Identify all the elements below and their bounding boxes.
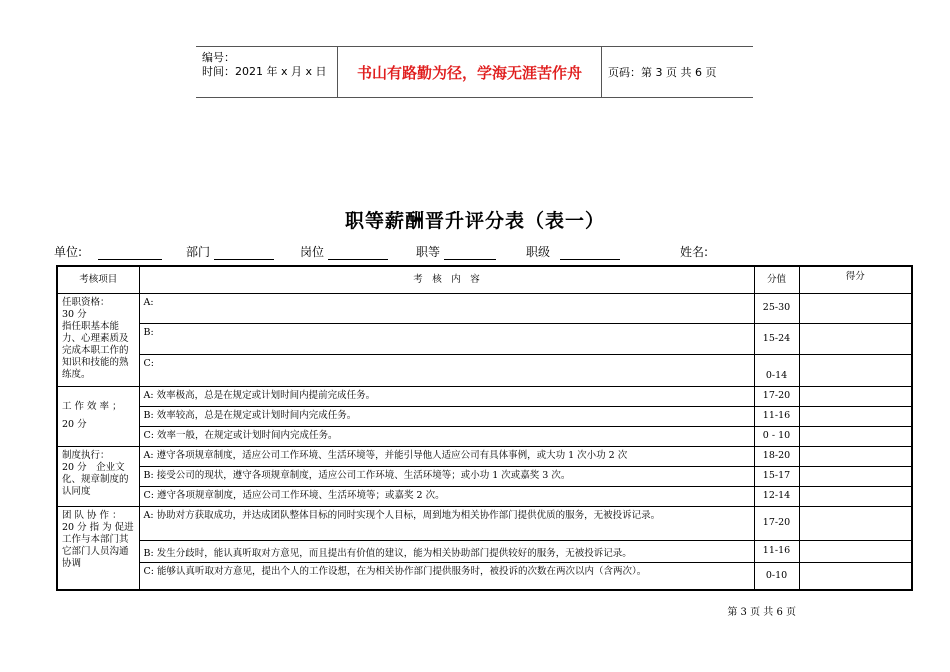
table-row xyxy=(57,354,912,386)
score-input[interactable] xyxy=(799,406,912,426)
score-range: 12-14 xyxy=(754,486,799,506)
score-input[interactable] xyxy=(799,486,912,506)
table-row xyxy=(57,426,912,446)
score-input[interactable] xyxy=(799,446,912,466)
page-footer: 第 3 页 共 6 页 xyxy=(727,607,796,618)
criteria-cell: C: xyxy=(139,354,754,386)
score-range: 17-20 xyxy=(754,386,799,406)
score-input[interactable] xyxy=(799,354,912,386)
score-input[interactable] xyxy=(799,562,912,590)
score-input[interactable] xyxy=(799,466,912,486)
criteria-cell: A: xyxy=(139,293,754,323)
score-input[interactable] xyxy=(799,540,912,562)
score-range: 11-16 xyxy=(754,406,799,426)
table-row xyxy=(57,466,912,486)
info-fields xyxy=(0,243,950,261)
post-label: 岗位 xyxy=(300,245,325,259)
table-row xyxy=(57,562,912,590)
dept-label: 部门 xyxy=(186,245,211,259)
unit-blank[interactable] xyxy=(98,246,162,260)
page-title: 职等薪酬晋升评分表（表一） xyxy=(344,210,605,232)
criteria-cell: C: 遵守各项规章制度，适应公司工作环境、生活环境等；或嘉奖 2 次。 xyxy=(139,486,754,506)
dept-field xyxy=(186,243,274,260)
score-range: 25-30 xyxy=(754,293,799,323)
level-label: 职级 xyxy=(526,245,551,259)
score-range: 0-10 xyxy=(754,562,799,590)
name-label: 姓名: xyxy=(680,245,709,259)
criteria-cell: C: 效率一般，在规定或计划时间内完成任务。 xyxy=(139,426,754,446)
col-header-content: 考 核 内 容 xyxy=(139,266,754,293)
col-header-item: 考核项目 xyxy=(57,266,139,293)
header-page-info: 页码：第 3 页 共 6 页 xyxy=(608,66,717,79)
header-meta xyxy=(196,47,338,97)
score-range: 17-20 xyxy=(754,506,799,540)
dept-blank[interactable] xyxy=(214,246,274,260)
criteria-cell: A: 协助对方获取成功，并达成团队整体目标的同时实现个人目标，周到地为相关协作部门提供优质的服务，无被投诉记录。 xyxy=(139,506,754,540)
criteria-cell: B: 效率较高，总是在规定或计划时间内完成任务。 xyxy=(139,406,754,426)
col-header-result: 得分 xyxy=(799,266,912,293)
score-input[interactable] xyxy=(799,386,912,406)
score-input[interactable] xyxy=(799,506,912,540)
post-field xyxy=(300,243,388,260)
level-field xyxy=(526,243,620,260)
table-row xyxy=(57,486,912,506)
unit-field xyxy=(54,243,162,260)
score-range: 15-24 xyxy=(754,323,799,354)
table-row xyxy=(57,506,912,540)
criteria-cell: B: xyxy=(139,323,754,354)
table-row xyxy=(57,446,912,466)
document-header xyxy=(196,46,753,98)
criteria-cell: A: 效率极高，总是在规定或计划时间内提前完成任务。 xyxy=(139,386,754,406)
category-efficiency: 工 作 效 率 ； 20 分 xyxy=(57,386,139,446)
score-range: 18-20 xyxy=(754,446,799,466)
unit-label: 单位: xyxy=(54,245,83,259)
evaluation-table xyxy=(56,265,913,591)
category-teamwork: 团 队 协 作 ： 20 分 指 为 促进工作与本部门其它部门人员沟通协调 xyxy=(57,506,139,590)
score-input[interactable] xyxy=(799,293,912,323)
score-range: 0 - 10 xyxy=(754,426,799,446)
category-compliance: 制度执行： 20 分 企业文化、规章制度的认同度 xyxy=(57,446,139,506)
table-row xyxy=(57,386,912,406)
criteria-cell: B: 发生分歧时，能认真听取对方意见，而且提出有价值的建议，能为相关协助部门提供较好的服务，无被投诉记录。 xyxy=(139,540,754,562)
header-row xyxy=(57,266,912,293)
col-header-score: 分值 xyxy=(754,266,799,293)
category-qualification: 任职资格： 30 分 指任职基本能力、心理素质及完成本职工作的知识和技能的熟练度。 xyxy=(57,293,139,386)
score-range: 15-17 xyxy=(754,466,799,486)
time-label: 时间：2021 年 x 月 x 日 xyxy=(202,65,327,78)
number-label: 编号： xyxy=(202,51,235,64)
level-blank[interactable] xyxy=(560,246,620,260)
grade-label: 职等 xyxy=(416,245,441,259)
table-row xyxy=(57,406,912,426)
score-range: 11-16 xyxy=(754,540,799,562)
name-field xyxy=(680,243,708,260)
post-blank[interactable] xyxy=(328,246,388,260)
table-row xyxy=(57,540,912,562)
criteria-cell: B: 接受公司的现状，遵守各项规章制度，适应公司工作环境、生活环境等；或小功 1 次或嘉奖 3 次。 xyxy=(139,466,754,486)
grade-field xyxy=(416,243,496,260)
criteria-cell: C: 能够认真听取对方意见，提出个人的工作设想，在为相关协作部门提供服务时，被投诉的次数在两次以内（含两次）。 xyxy=(139,562,754,590)
score-input[interactable] xyxy=(799,323,912,354)
table-row xyxy=(57,323,912,354)
table-row xyxy=(57,293,912,323)
score-range: 0-14 xyxy=(754,354,799,386)
grade-blank[interactable] xyxy=(444,246,496,260)
header-motto: 书山有路勤为径，学海无涯苦作舟 xyxy=(338,47,602,97)
score-input[interactable] xyxy=(799,426,912,446)
criteria-cell: A: 遵守各项规章制度，适应公司工作环境、生活环境等，并能引导他人适应公司有具体事例，或大功 1 次小功 2 次 xyxy=(139,446,754,466)
